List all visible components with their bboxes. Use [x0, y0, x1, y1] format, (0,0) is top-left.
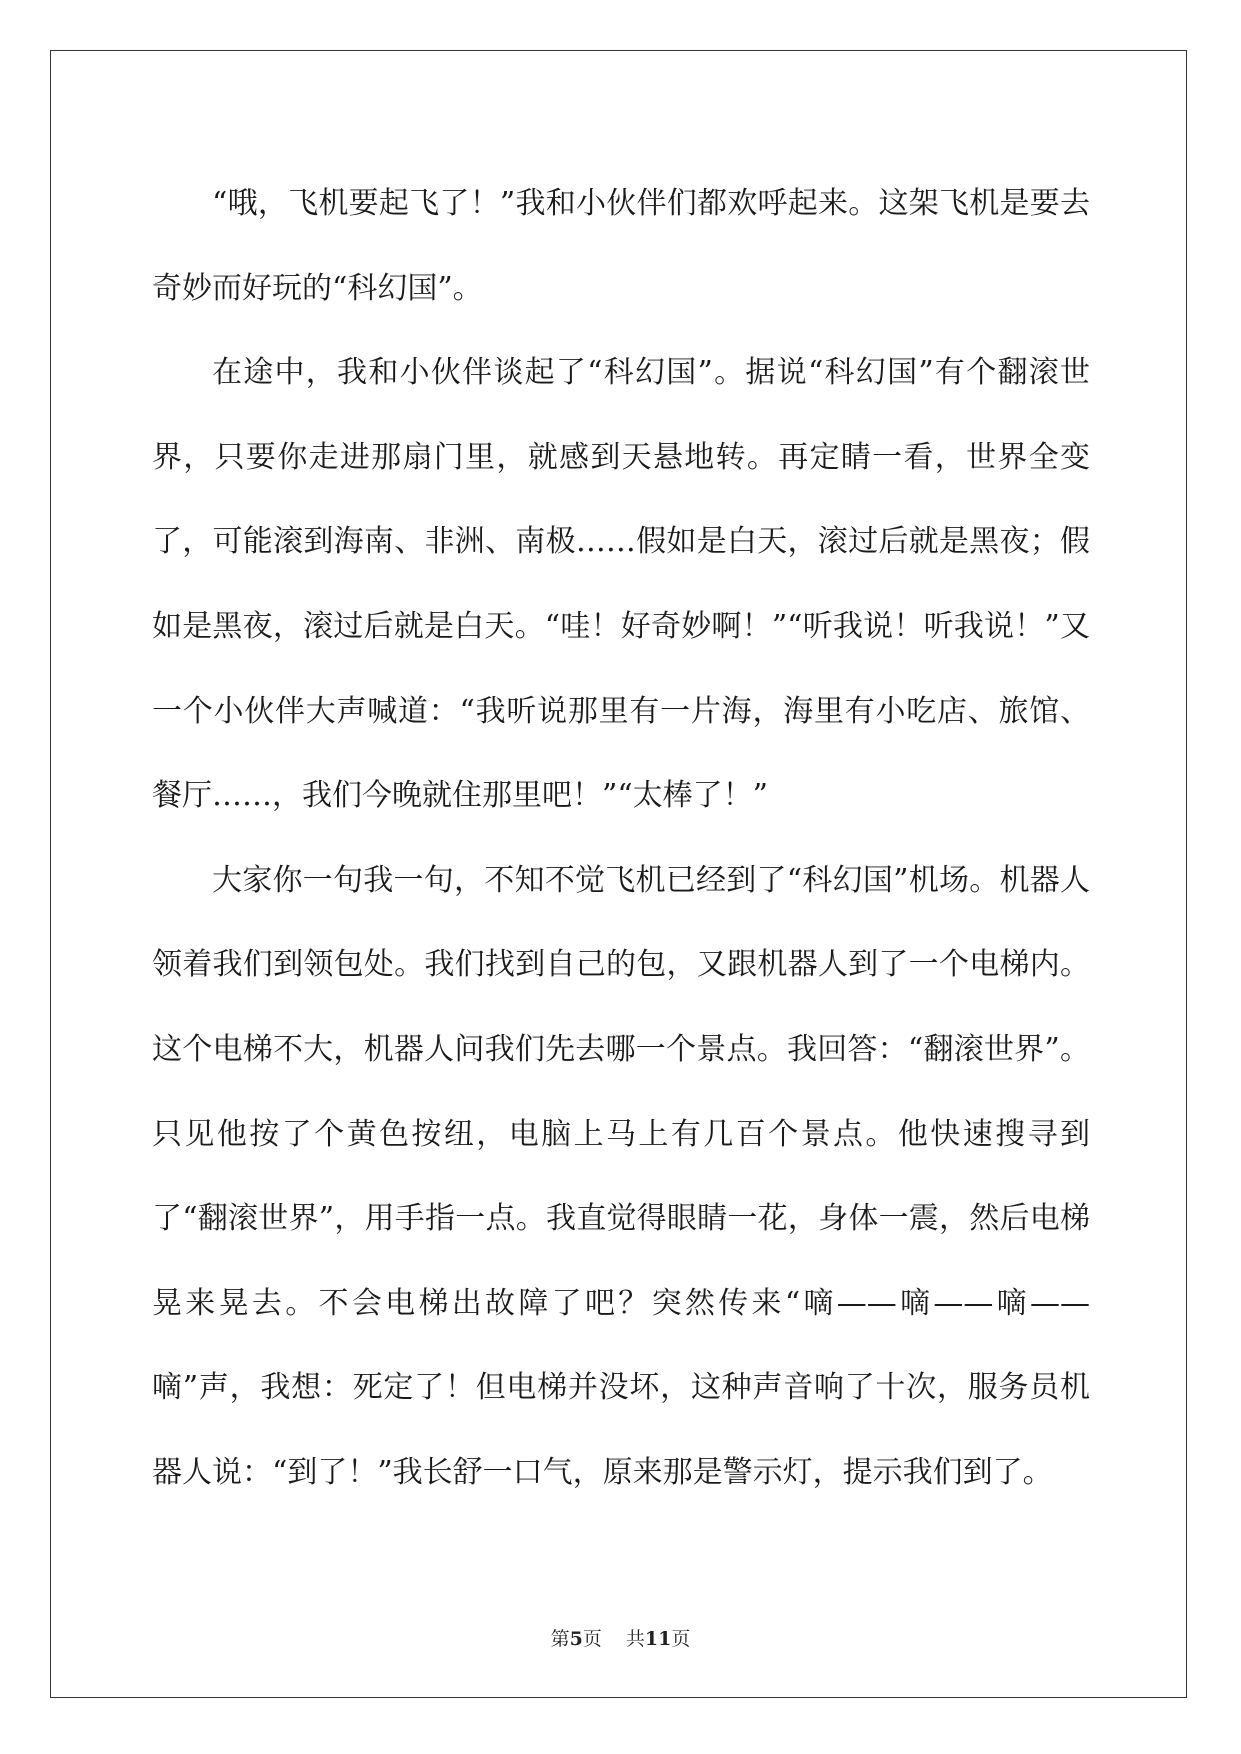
page-current: 5 — [569, 1628, 583, 1650]
document-body — [152, 162, 1090, 1516]
total-prefix: 共 — [625, 1628, 645, 1650]
paragraph-2: 在途中，我和小伙伴谈起了“科幻国”。据说“科幻国”有个翻滚世界，只要你走进那扇门里，就感到天悬地转。再定睛一看，世界全变了，可能滚到海南、非洲、南极……假如是白天，滚过后就是黑夜；假如是黑夜，滚过后就是白天。“哇！好奇妙啊！”“听我说！听我说！”又一个小伙伴大声喊道：“我听说那里有一片海，海里有小吃店、旅馆、餐厅……，我们今晚就住那里吧！”“太棒了！” — [152, 355, 1090, 814]
paragraph-1: “哦，飞机要起飞了！”我和小伙伴们都欢呼起来。这架飞机是要去奇妙而好玩的“科幻国”。 — [152, 186, 1090, 306]
page-suffix: 页 — [582, 1628, 602, 1650]
page-footer — [0, 1624, 1241, 1651]
total-suffix: 页 — [671, 1628, 691, 1650]
paragraph-3: 大家你一句我一句，不知不觉飞机已经到了“科幻国”机场。机器人领着我们到领包处。我们找到自己的包，又跟机器人到了一个电梯内。这个电梯不大，机器人问我们先去哪一个景点。我回答：“翻滚世界”。只见他按了个黄色按纽，电脑上马上有几百个景点。他快速搜寻到了“翻滚世界”，用手指一点。我直觉得眼睛一花，身体一震，然后电梯晃来晃去。不会电梯出故障了吧？突然传来“嘀——嘀——嘀——嘀”声，我想：死定了！但电梯并没坏，这种声音响了十次，服务员机器人说：“到了！”我长舒一口气，原来那是警示灯，提示我们到了。 — [152, 862, 1090, 1490]
page-prefix: 第 — [550, 1628, 570, 1650]
page-total: 11 — [644, 1628, 672, 1650]
